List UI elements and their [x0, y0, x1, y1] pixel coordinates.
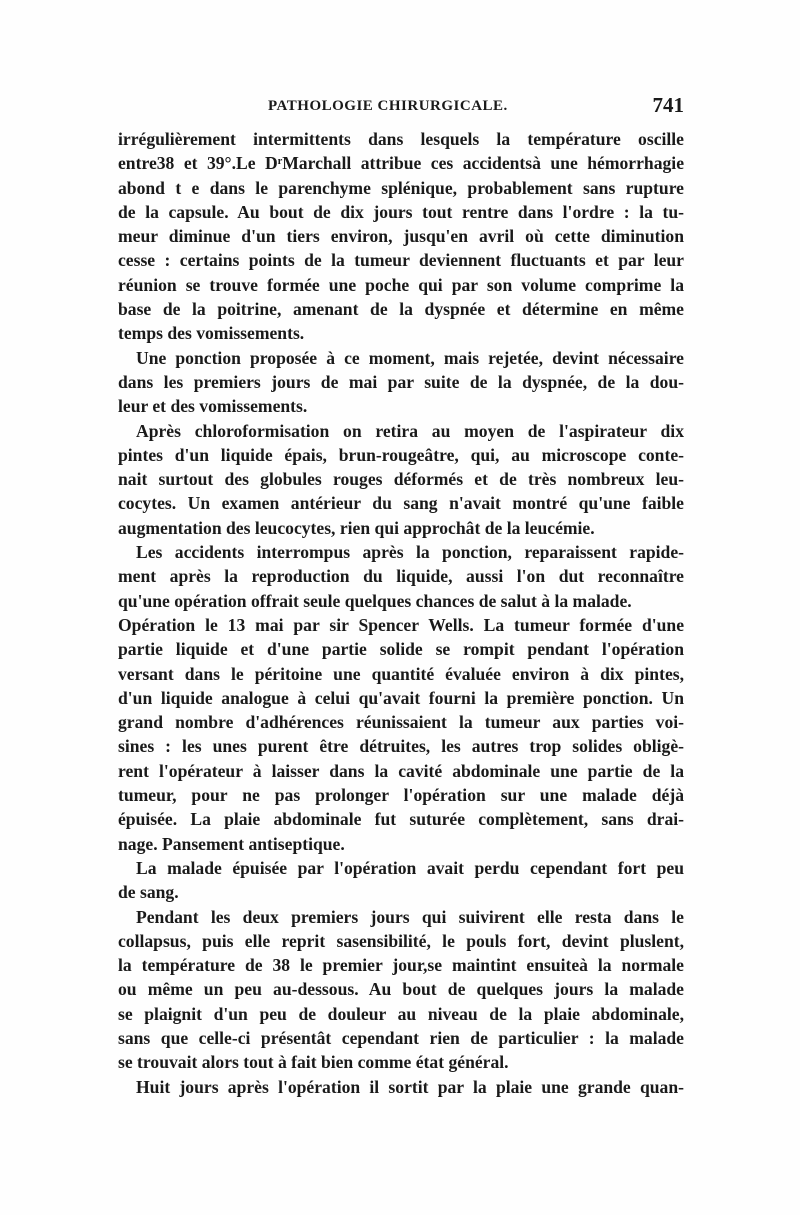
body-text	[118, 127, 684, 1099]
text-line: pintes d'un liquide épais, brun-rougeâtre, qui, au microscope conte-	[118, 444, 684, 465]
text-line: sines : les unes purent être détruites, les autres trop solides obligè-	[118, 736, 684, 757]
text-line: base de la poitrine, amenant de la dyspnée et détermine en même	[118, 299, 684, 320]
text-line: Une ponction proposée à ce moment, mais rejetée, devint nécessaire	[136, 347, 684, 368]
text-line: dans les premiers jours de mai par suite de la dyspnée, de la dou-	[118, 371, 684, 392]
text-line: versant dans le péritoine une quantité évaluée environ à dix pintes,	[118, 663, 684, 684]
text-line: Les accidents interrompus après la ponction, reparaissent rapide-	[136, 542, 684, 563]
text-line: de sang.	[118, 882, 179, 903]
text-line: se trouvait alors tout à fait bien comme état général.	[118, 1052, 509, 1073]
text-line: ou même un peu au-dessous. Au bout de quelques jours la malade	[118, 979, 684, 1000]
text-line: d'un liquide analogue à celui qu'avait fourni la première ponction. Un	[118, 687, 684, 708]
page-header	[118, 93, 684, 120]
running-title: PATHOLOGIE CHIRURGICALE.	[268, 98, 508, 114]
text-line: leur et des vomissements.	[118, 396, 308, 417]
text-line: Opération le 13 mai par sir Spencer Wells. La tumeur formée d'une	[118, 614, 684, 635]
text-line: grand nombre d'adhérences réunissaient la tumeur aux parties voi-	[118, 712, 684, 733]
text-line: de la capsule. Au bout de dix jours tout rentre dans l'ordre : la tu-	[118, 201, 684, 222]
text-line: meur diminue d'un tiers environ, jusqu'en avril où cette diminution	[118, 226, 684, 247]
page-number: 741	[652, 93, 684, 117]
text-line: entre38 et 39°.Le DʳMarchall attribue ces accidentsà une hémorrhagie	[118, 153, 684, 174]
text-line: ment après la reproduction du liquide, aussi l'on dut reconnaître	[118, 566, 684, 587]
text-line: irrégulièrement intermittents dans lesquels la température oscille	[118, 129, 684, 149]
text-line: Pendant les deux premiers jours qui suivirent elle resta dans le	[136, 906, 684, 927]
text-line: sans que celle-ci présentât cependant rien de particulier : la malade	[118, 1027, 684, 1048]
text-line: épuisée. La plaie abdominale fut suturée complètement, sans drai-	[118, 809, 684, 830]
text-line: qu'une opération offrait seule quelques chances de salut à la malade.	[118, 590, 632, 611]
text-line: nait surtout des globules rouges déformés et de très nombreux leu-	[118, 469, 684, 490]
text-line: cesse : certains points de la tumeur deviennent fluctuants et par leur	[118, 250, 684, 271]
text-line: réunion se trouve formée une poche qui par son volume comprime la	[118, 274, 684, 295]
text-line: Après chloroformisation on retira au moyen de l'aspirateur dix	[136, 420, 684, 441]
text-line: rent l'opérateur à laisser dans la cavité abdominale une partie de la	[118, 760, 684, 781]
text-line: se plaignit d'un peu de douleur au niveau de la plaie abdominale,	[118, 1003, 684, 1024]
text-line: abond t e dans le parenchyme splénique, probablement sans rupture	[118, 177, 684, 198]
text-line: nage. Pansement antiseptique.	[118, 833, 345, 854]
text-line: collapsus, puis elle reprit sasensibilité, le pouls fort, devint pluslent,	[118, 930, 684, 951]
text-line: La malade épuisée par l'opération avait perdu cependant fort peu	[136, 857, 684, 878]
text-line: tumeur, pour ne pas prolonger l'opération sur une malade déjà	[118, 785, 684, 806]
text-line: Huit jours après l'opération il sortit par la plaie une grande quan-	[136, 1076, 684, 1097]
text-line: temps des vomissements.	[118, 323, 305, 344]
text-line: partie liquide et d'une partie solide se rompit pendant l'opération	[118, 639, 684, 660]
text-line: augmentation des leucocytes, rien qui approchât de la leucémie.	[118, 517, 595, 538]
text-line: la température de 38 le premier jour,se maintint ensuiteà la normale	[118, 955, 684, 976]
text-line: cocytes. Un examen antérieur du sang n'avait montré qu'une faible	[118, 493, 684, 514]
